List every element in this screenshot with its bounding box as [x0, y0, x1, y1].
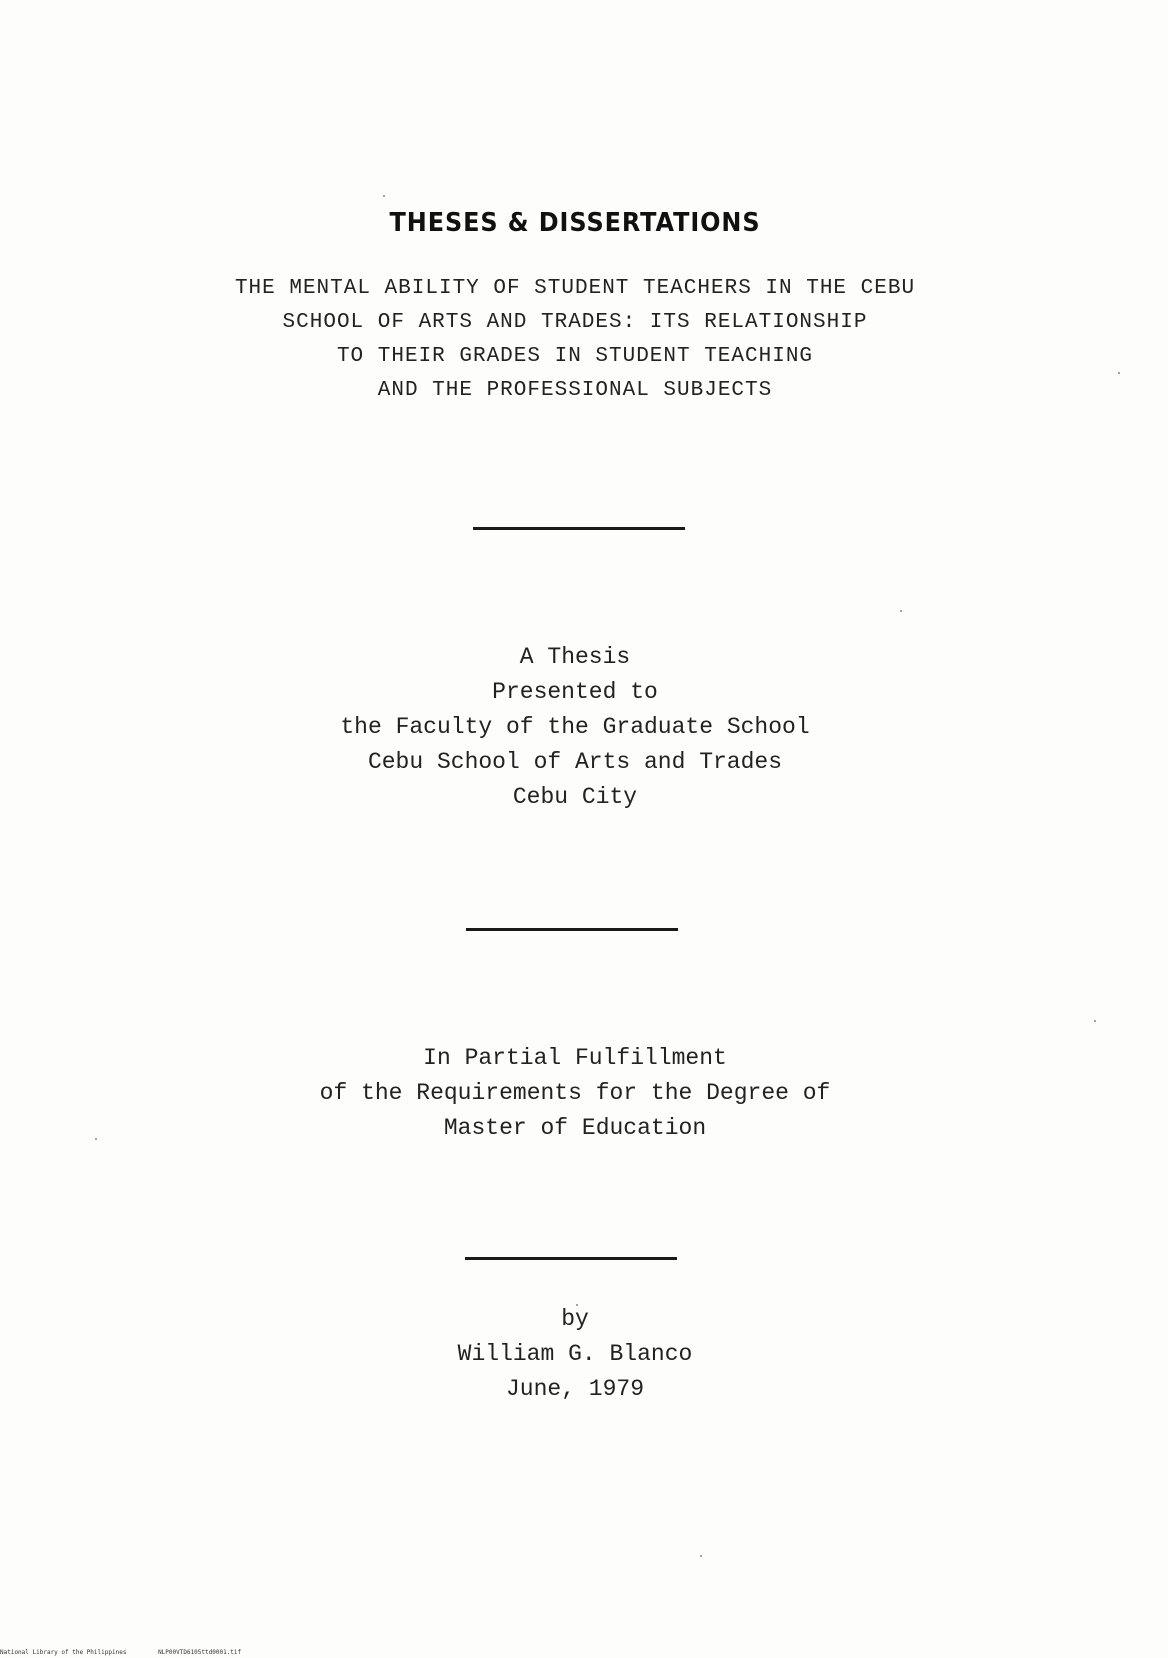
theses-dissertations-stamp: THESES & DISSERTATIONS: [389, 208, 761, 238]
divider-rule: [473, 527, 685, 530]
thesis-date: June, 1979: [505, 1376, 645, 1402]
scan-speck: [700, 1555, 702, 1557]
by-label: by: [561, 1306, 589, 1332]
presented-line: A Thesis: [519, 644, 631, 670]
scan-speck: [900, 610, 902, 612]
thesis-title: [0, 272, 1150, 408]
scan-speck: [1118, 372, 1120, 374]
presented-to-block: [0, 640, 1150, 815]
fulfillment-line: of the Requirements for the Degree of: [319, 1080, 831, 1106]
fulfillment-line: Master of Education: [443, 1115, 707, 1141]
scan-footer: [0, 1649, 269, 1656]
footer-library: National Library of the Philippines: [0, 1649, 127, 1656]
title-line: TO THEIR GRADES IN STUDENT TEACHING: [336, 345, 814, 368]
scan-speck: [383, 195, 385, 197]
divider-rule: [466, 928, 678, 931]
divider-rule: [465, 1257, 677, 1260]
presented-line: Presented to: [492, 679, 658, 705]
title-line: THE MENTAL ABILITY OF STUDENT TEACHERS IN THE CEBU: [234, 277, 916, 300]
presented-line: Cebu School of Arts and Trades: [367, 749, 783, 775]
fulfillment-line: In Partial Fulfillment: [423, 1045, 727, 1071]
author-block: [0, 1302, 1150, 1407]
footer-filename: NLP00VTD6105ttd0001.tif: [158, 1649, 242, 1656]
presented-line: the Faculty of the Graduate School: [340, 714, 810, 740]
author-name: William G. Blanco: [457, 1341, 693, 1367]
scan-speck: [1094, 1020, 1096, 1022]
presented-line: Cebu City: [512, 784, 638, 810]
scan-speck: [576, 1304, 578, 1306]
fulfillment-block: [0, 1041, 1150, 1146]
title-line: AND THE PROFESSIONAL SUBJECTS: [377, 379, 773, 402]
scan-speck: [95, 1138, 97, 1140]
title-line: SCHOOL OF ARTS AND TRADES: ITS RELATIONSHIP: [282, 311, 868, 334]
